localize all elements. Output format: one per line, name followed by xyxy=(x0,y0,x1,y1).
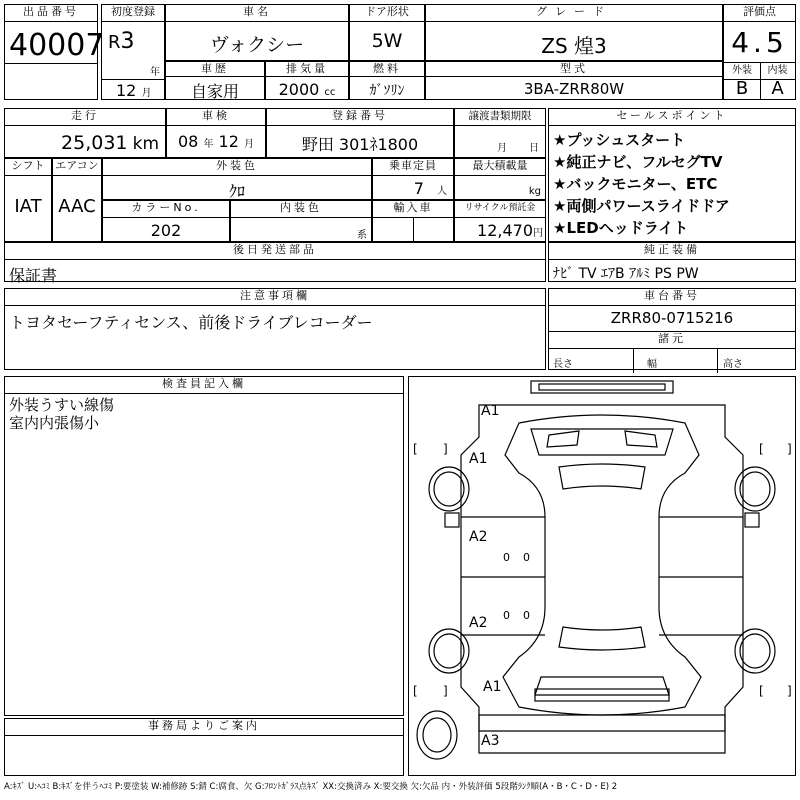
score-label: 評価点 xyxy=(724,5,795,22)
inspector-line: 外装うすい線傷 xyxy=(9,396,115,414)
inspector-label: 検査員記入欄 xyxy=(5,377,403,394)
inspector-box xyxy=(4,376,404,716)
office-label: 事務局よりご案内 xyxy=(5,719,403,736)
inspection-year-unit: 年 xyxy=(203,139,214,150)
bracket-mark: ] xyxy=(443,442,448,456)
lot-box xyxy=(4,4,105,100)
fuel-value: ｶﾞｿﾘﾝ xyxy=(369,83,405,99)
int-color-label: 内装色 xyxy=(231,201,371,218)
later-parts-value: 保証書 xyxy=(9,266,58,285)
recycle-unit: 円 xyxy=(533,228,543,239)
displacement-value: 2000 xyxy=(278,80,320,99)
grade-box xyxy=(425,4,723,61)
reg-number-box xyxy=(266,108,454,158)
bracket-mark: [ xyxy=(759,442,764,456)
zero-mark: 0 xyxy=(523,551,530,564)
aircon-box xyxy=(52,158,102,242)
recycle-value: 12,470 xyxy=(477,221,533,240)
score-int-label: 内装 xyxy=(760,63,795,80)
transfer-day-unit: 日 xyxy=(529,143,539,154)
inspector-line: 室内内張傷小 xyxy=(9,414,100,432)
max-load-unit: kg xyxy=(528,186,541,197)
transfer-box xyxy=(454,108,546,158)
grade-label: グレード xyxy=(426,5,722,22)
first-reg-year-unit: 年 xyxy=(150,67,160,78)
score-ext: B xyxy=(724,79,761,99)
model-label: 型式 xyxy=(426,62,722,77)
mileage-label: 走行 xyxy=(5,109,165,126)
capacity-label: 乗車定員 xyxy=(373,159,453,176)
import-box xyxy=(372,200,454,242)
chassis-label: 車台番号 xyxy=(549,289,795,306)
notes-box xyxy=(4,288,546,370)
mileage-box xyxy=(4,108,166,158)
inspection-year: 08 xyxy=(178,132,199,151)
shift-label: シフト xyxy=(5,159,51,176)
max-load-label: 最大積載量 xyxy=(455,159,545,176)
color-no-box xyxy=(102,200,230,242)
fuel-box xyxy=(349,61,425,100)
first-reg-month-unit: 月 xyxy=(141,88,152,99)
capacity-box xyxy=(372,158,454,200)
damage-mark: A3 xyxy=(481,733,500,749)
damage-mark: A1 xyxy=(469,451,488,467)
legend: A:ｷｽﾞ U:ﾍｺﾐ B:ｷｽﾞを伴うﾍｺﾐ P:要塗装 W:補修跡 S:錆 C:腐食、欠 G:ﾌﾛﾝﾄｶﾞﾗｽ点ｷｽﾞ XX:交換済み X:要交換 欠:欠品 内・外装評価 5段階ﾗﾝｸ順(A・B・C・D・E) 2 xyxy=(4,782,618,792)
mileage-value: 25,031 xyxy=(61,132,128,154)
score-ext-label: 外装 xyxy=(724,63,761,80)
displacement-box xyxy=(265,61,349,100)
door-label: ドア形状 xyxy=(350,5,424,22)
first-reg-month: 12 xyxy=(116,81,137,100)
dims-width: 幅 xyxy=(647,359,657,370)
damage-mark: A1 xyxy=(483,679,502,695)
int-color-box xyxy=(230,200,372,242)
capacity-unit: 人 xyxy=(437,186,447,197)
displacement-label: 排気量 xyxy=(266,62,348,77)
history-value: 自家用 xyxy=(190,82,239,101)
mileage-unit: km xyxy=(132,134,159,154)
reg-number-value: 野田 301ﾈ1800 xyxy=(301,135,419,154)
equipment-value: ﾅﾋﾞ TV ｴｱB ｱﾙﾐ PS PW xyxy=(553,266,699,282)
sales-points-box xyxy=(548,108,796,242)
later-parts-label: 後日発送部品 xyxy=(5,243,545,260)
damage-mark: A2 xyxy=(469,615,488,631)
history-label: 車歴 xyxy=(166,62,264,77)
notes-value: トヨタセーフティセンス、前後ドライブレコーダー xyxy=(9,313,373,332)
aircon-value: AAC xyxy=(58,196,96,217)
zero-mark: 0 xyxy=(503,551,510,564)
bracket-mark: ] xyxy=(443,684,448,698)
bracket-mark: ] xyxy=(787,442,792,456)
score-box xyxy=(723,4,796,100)
dims-label: 諸元 xyxy=(549,331,795,349)
sales-point-item: ★バックモニター、ETC xyxy=(553,175,718,193)
first-reg-year: 3 xyxy=(120,29,135,54)
model-box xyxy=(425,61,723,100)
shift-box xyxy=(4,158,52,242)
max-load-box xyxy=(454,158,546,200)
recycle-box xyxy=(454,200,546,242)
transfer-month-unit: 月 xyxy=(497,143,507,154)
bracket-mark: [ xyxy=(413,684,418,698)
car-name-label: 車名 xyxy=(166,5,348,22)
color-no-value: 202 xyxy=(150,221,182,240)
color-no-label: カラーNo. xyxy=(103,201,229,218)
transfer-label: 譲渡書類期限 xyxy=(455,109,545,126)
chassis-value: ZRR80-0715216 xyxy=(610,309,734,327)
damage-mark: A2 xyxy=(469,529,488,545)
inspection-month-unit: 月 xyxy=(244,139,254,150)
import-label: 輸入車 xyxy=(373,201,453,218)
sales-point-item: ★プッシュスタート xyxy=(553,131,686,149)
chassis-box xyxy=(548,288,796,370)
equipment-box xyxy=(548,242,796,282)
lot-label: 出品番号 xyxy=(5,5,97,22)
sales-points-label: セールスポイント xyxy=(549,109,795,126)
car-diagram-box xyxy=(408,376,796,776)
score-value: 4.5 xyxy=(731,26,788,59)
bracket-mark: ] xyxy=(787,684,792,698)
inspection-month: 12 xyxy=(218,132,239,151)
shift-value: IAT xyxy=(14,196,42,217)
dims-length: 長さ xyxy=(553,359,573,370)
ext-color-label: 外装色 xyxy=(103,159,371,176)
zero-mark: 0 xyxy=(523,609,530,622)
inspection-label: 車検 xyxy=(167,109,265,126)
later-parts-box xyxy=(4,242,546,285)
score-int: A xyxy=(771,78,784,99)
model-value: 3BA-ZRR80W xyxy=(523,80,625,98)
capacity-value: 7 xyxy=(413,179,424,198)
bracket-mark: [ xyxy=(413,442,418,456)
history-box xyxy=(165,61,265,100)
lot-number: 40007 xyxy=(9,28,105,63)
sales-point-item: ★両側パワースライドドア xyxy=(553,197,730,215)
bracket-mark: [ xyxy=(759,684,764,698)
inspection-box xyxy=(166,108,266,158)
door-box xyxy=(349,4,425,61)
sales-point-item: ★LEDヘッドライト xyxy=(553,219,689,237)
dims-height: 高さ xyxy=(723,359,743,370)
car-name-value: ヴォクシー xyxy=(209,34,305,56)
zero-mark: 0 xyxy=(503,609,510,622)
displacement-unit: cc xyxy=(324,87,336,98)
door-value: 5W xyxy=(371,30,403,52)
first-registration-box xyxy=(101,4,165,100)
notes-label: 注意事項欄 xyxy=(5,289,545,306)
first-reg-era: R xyxy=(108,32,121,53)
grade-value: ZS 煌3 xyxy=(541,34,607,58)
ext-color-value: ｸﾛ xyxy=(228,182,245,201)
equipment-label: 純正装備 xyxy=(549,243,795,260)
reg-number-label: 登録番号 xyxy=(267,109,453,126)
aircon-label: エアコン xyxy=(53,159,101,176)
ext-color-box xyxy=(102,158,372,200)
car-name-box xyxy=(165,4,349,61)
int-color-unit: 系 xyxy=(357,230,367,241)
fuel-label: 燃料 xyxy=(350,62,424,77)
car-diagram xyxy=(409,377,795,775)
office-box xyxy=(4,718,404,776)
recycle-label: リサイクル預託金 xyxy=(455,201,545,218)
damage-mark: A1 xyxy=(481,403,500,419)
sales-point-item: ★純正ナビ、フルセグTV xyxy=(553,153,723,171)
first-reg-label: 初度登録 xyxy=(102,5,164,22)
